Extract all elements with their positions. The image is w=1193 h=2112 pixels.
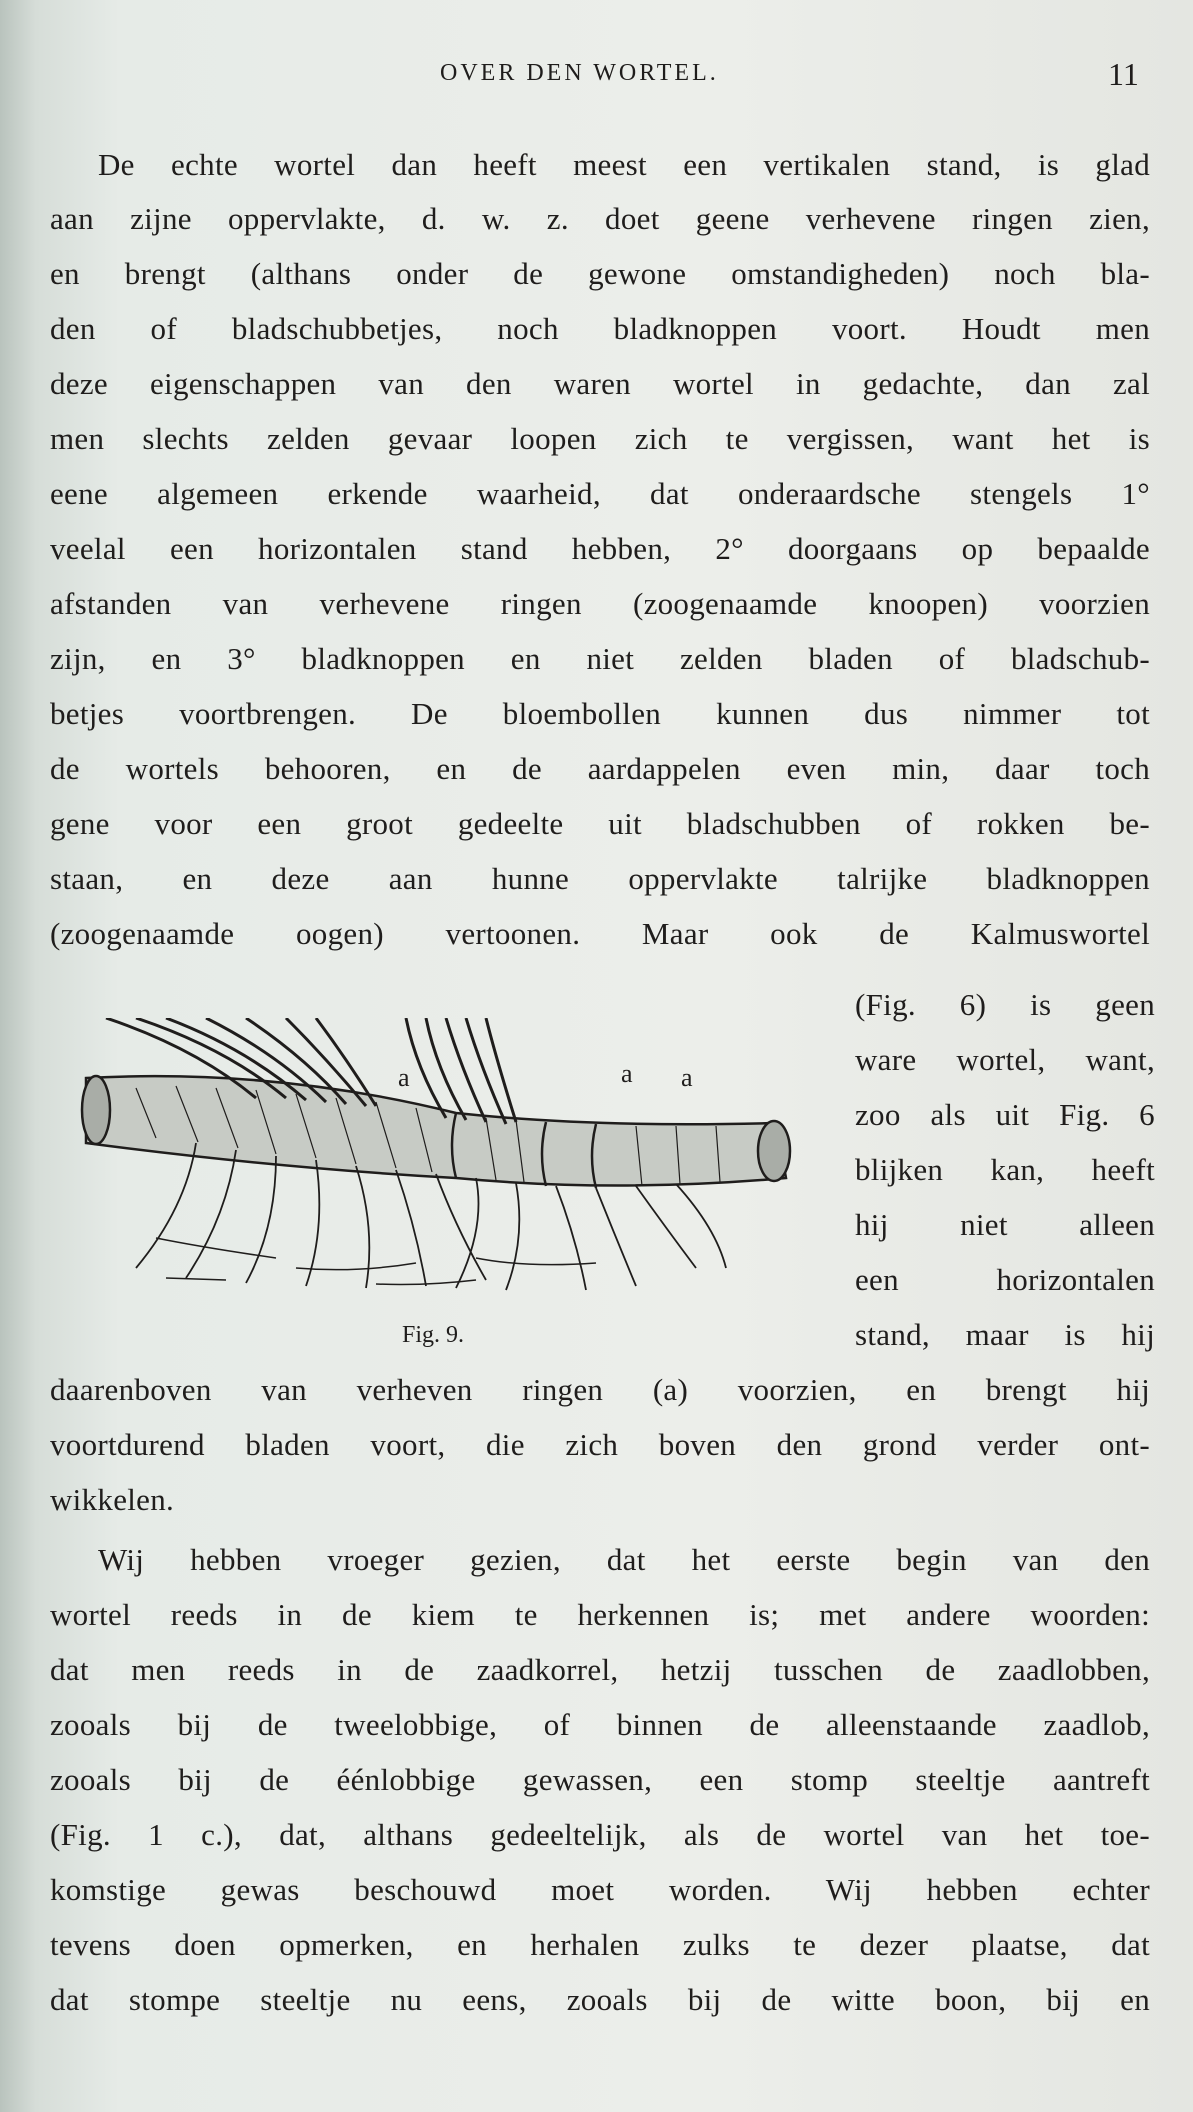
- text-line: aan zijne oppervlakte, d. w. z. doet geene verhevene ringen zien,: [50, 201, 1150, 236]
- figure-label-a: a: [398, 1063, 410, 1092]
- text-line: De echte wortel dan heeft meest een vertikalen stand, is glad: [98, 147, 1150, 182]
- figure-label-a: a: [621, 1059, 633, 1088]
- text-line: dat stompe steeltje nu eens, zooals bij de witte boon, bij en: [50, 1982, 1150, 2017]
- side-text-line: (Fig. 6) is geen: [855, 987, 1155, 1022]
- side-text-line: blijken kan, heeft: [855, 1152, 1155, 1187]
- side-text-line: zoo als uit Fig. 6: [855, 1097, 1155, 1132]
- text-line: zooals bij de tweelobbige, of binnen de alleenstaande zaadlob,: [50, 1707, 1150, 1742]
- figure-label-a: a: [681, 1063, 693, 1092]
- text-line: staan, en deze aan hunne oppervlakte talrijke bladknoppen: [50, 861, 1150, 896]
- text-line: veelal een horizontalen stand hebben, 2° doorgaans op bepaalde: [50, 531, 1150, 566]
- side-text-line: een horizontalen: [855, 1262, 1155, 1297]
- side-text-line: ware wortel, want,: [855, 1042, 1155, 1077]
- text-line: (Fig. 1 c.), dat, althans gedeeltelijk, als de wortel van het toe-: [50, 1817, 1150, 1852]
- text-line: tevens doen opmerken, en herhalen zulks te dezer plaatse, dat: [50, 1927, 1150, 1962]
- text-line: dat men reeds in de zaadkorrel, hetzij tusschen de zaadlobben,: [50, 1652, 1150, 1687]
- text-line: betjes voortbrengen. De bloembollen kunnen dus nimmer tot: [50, 696, 1150, 731]
- text-line: zooals bij de éénlobbige gewassen, een stomp steeltje aantreft: [50, 1762, 1150, 1797]
- text-line: daarenboven van verheven ringen (a) voorzien, en brengt hij: [50, 1372, 1150, 1407]
- text-line: den of bladschubbetjes, noch bladknoppen voort. Houdt men: [50, 311, 1150, 346]
- text-line: men slechts zelden gevaar loopen zich te vergissen, want het is: [50, 421, 1150, 456]
- text-line: gene voor een groot gedeelte uit bladschubben of rokken be-: [50, 806, 1150, 841]
- text-line: [50, 584, 1150, 624]
- side-text-line: stand, maar is hij: [855, 1317, 1155, 1352]
- page-number: 11: [1108, 56, 1139, 92]
- text-line: komstige gewas beschouwd moet worden. Wij hebben echter: [50, 1872, 1150, 1907]
- text-line: Wij hebben vroeger gezien, dat het eerste begin van den: [98, 1542, 1150, 1577]
- text-line: en brengt (althans onder de gewone omstandigheden) noch bla-: [50, 256, 1150, 291]
- text-line: wortel reeds in de kiem te herkennen is; met andere woorden:: [50, 1597, 1150, 1632]
- text-line: deze eigenschappen van den waren wortel in gedachte, dan zal: [50, 366, 1150, 401]
- text-line: eene algemeen erkende waarheid, dat onderaardsche stengels 1°: [50, 476, 1150, 511]
- rhizome-illustration: [76, 1018, 816, 1298]
- page-header: [0, 56, 1193, 96]
- text-line: wikkelen.: [50, 1482, 175, 1517]
- text-line: voortdurend bladen voort, die zich boven den grond verder ont-: [50, 1427, 1150, 1462]
- text-line-content: afstanden van verhevene ringen (zoogenaamde knoopen) voorzien: [50, 586, 1150, 621]
- side-text-line: hij niet alleen: [855, 1207, 1155, 1242]
- text-line: de wortels behooren, en de aardappelen even min, daar toch: [50, 751, 1150, 786]
- figure-caption: Fig. 9.: [402, 1322, 465, 1348]
- text-line: zijn, en 3° bladknoppen en niet zelden bladen of bladschub-: [50, 641, 1150, 676]
- running-title: OVER DEN WORTEL.: [440, 60, 719, 86]
- text-line: (zoogenaamde oogen) vertoonen. Maar ook de Kalmuswortel: [50, 916, 1150, 951]
